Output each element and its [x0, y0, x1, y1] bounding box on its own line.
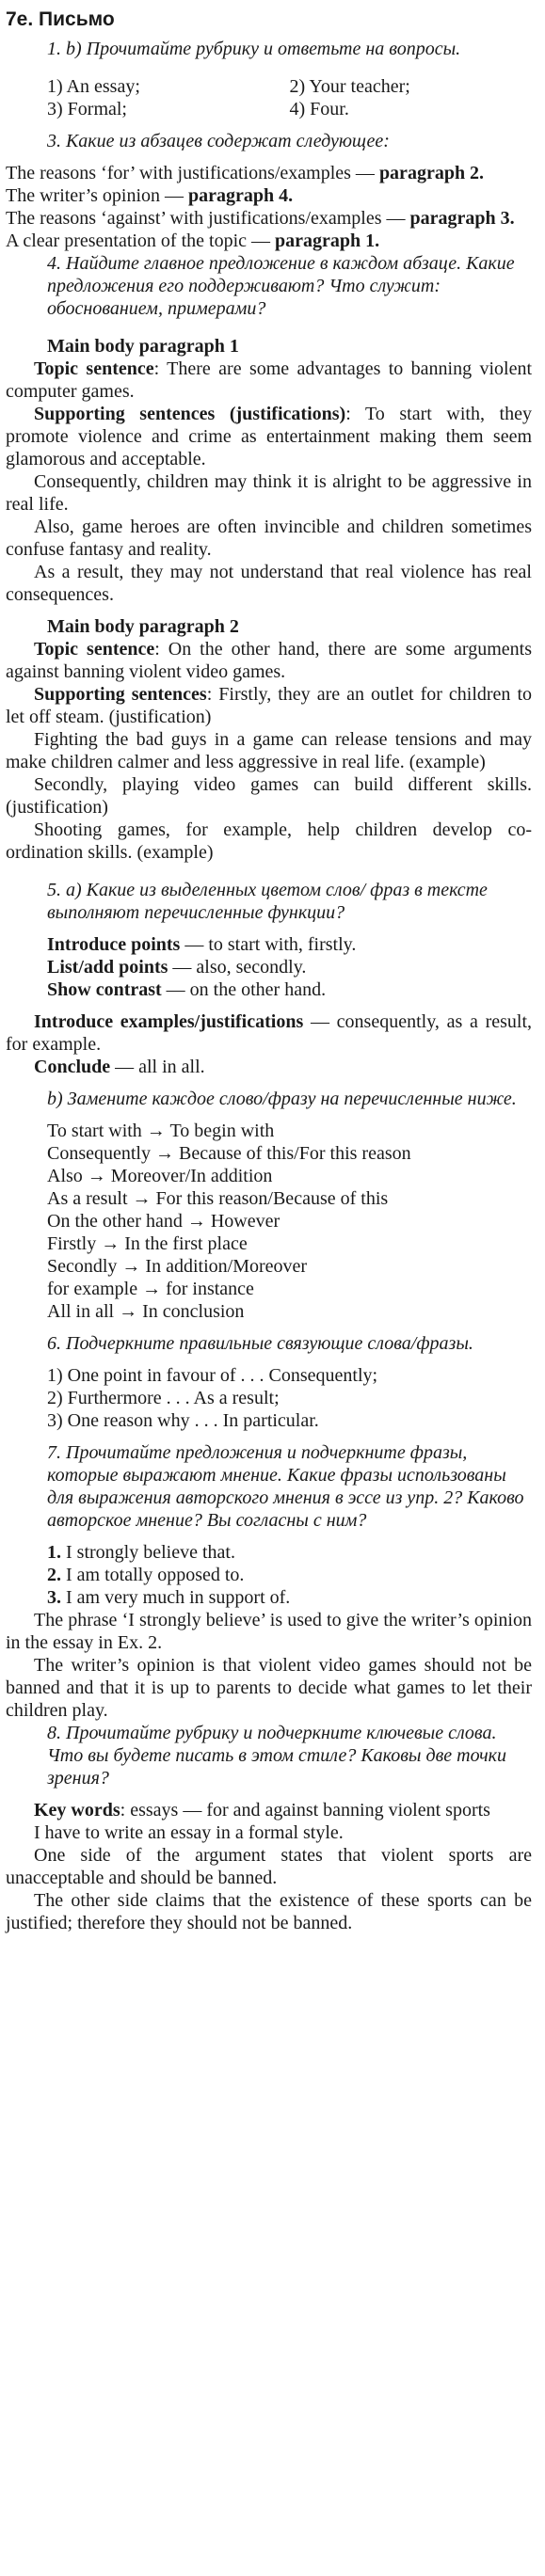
task-5a-examples — [6, 1010, 532, 1056]
task-8-instruction: 8. Прочитайте рубрику и подчеркните ключевые слова. Что вы будете писать в этом стиле? Каковы две точки зрения? — [47, 1723, 506, 1789]
task-6-list — [6, 1364, 532, 1432]
task-6-instruction: 6. Подчеркните правильные связующие слова/фразы. — [47, 1333, 473, 1354]
section-title: 7e. Письмо — [6, 8, 115, 30]
function-label: Introduce points — [47, 934, 181, 955]
replacement-item: On the other hand → However — [47, 1211, 281, 1232]
item-text: The reasons ‘against’ with justifications/examples — — [6, 208, 406, 229]
task-5a-instruction: 5. а) Какие из выделенных цветом слов/ фраз в тексте выполняют перечисленные функции? — [47, 880, 488, 923]
function-words: — on the other hand. — [161, 979, 327, 1000]
item-text: I am very much in support of. — [61, 1587, 291, 1608]
mbp2-support — [6, 683, 532, 728]
function-item — [47, 933, 532, 956]
topic-label: Topic sentence — [34, 358, 154, 379]
task-7-list — [6, 1541, 532, 1609]
function-label: Conclude — [34, 1057, 111, 1077]
function-label: Introduce examples/justifications — [34, 1011, 304, 1032]
function-item — [47, 978, 532, 1001]
task-7-answer-1: The phrase ‘I strongly believe’ is used to give the writer’s opinion in the essay in Ex. 2. — [6, 1610, 532, 1653]
task-3-item — [6, 162, 532, 184]
function-words: — all in all. — [110, 1057, 205, 1077]
support-label: Supporting sentences — [34, 684, 207, 705]
replacement-item: Secondly → In addition/Moreover — [47, 1256, 308, 1277]
replacement-item: for example → for instance — [47, 1279, 254, 1299]
mbp1-heading: Main body paragraph 1 — [47, 336, 239, 357]
key-words-label: Key words — [34, 1800, 120, 1821]
support-label: Supporting sentences (justifications) — [34, 404, 346, 424]
linker-item: 3) One reason why . . . In particular. — [47, 1410, 319, 1431]
topic-label: Topic sentence — [34, 639, 155, 660]
function-item — [47, 956, 532, 978]
answer-3: 3) Formal; — [47, 99, 127, 119]
task-3-item — [6, 184, 532, 207]
item-text: I am totally opposed to. — [61, 1565, 245, 1585]
task-8-answer-2: One side of the argument states that violent sports are unacceptable and should be banned. — [6, 1845, 532, 1888]
replacement-item: To start with → To begin with — [47, 1121, 275, 1141]
mbp2-sentence: Secondly, playing video games can build different skills. (justification) — [6, 774, 532, 818]
item-paragraph: paragraph 4. — [188, 185, 294, 206]
item-number: 1. — [47, 1542, 61, 1563]
linker-item: 2) Furthermore . . . As a result; — [47, 1388, 280, 1408]
task-4-instruction: 4. Найдите главное предложение в каждом абзаце. Какие предложения его поддерживают? Что служит: обоснованием, примерами? — [47, 253, 515, 319]
mbp1-sentence: Consequently, children may think it is alright to be aggressive in real life. — [6, 471, 532, 515]
task-1b-instruction: 1. b) Прочитайте рубрику и ответьте на вопросы. — [47, 39, 461, 59]
mbp2-sentence: Shooting games, for example, help children develop co-ordination skills. (example) — [6, 819, 532, 863]
mbp1-sentence: Also, game heroes are often invincible and children sometimes confuse fantasy and reality. — [6, 517, 532, 560]
mbp2-heading: Main body paragraph 2 — [47, 616, 239, 637]
mbp2-sentence: Fighting the bad guys in a game can release tensions and may make children calmer and less aggressive in real life. (example) — [6, 729, 532, 772]
replacement-item: As a result → For this reason/Because of this — [47, 1188, 389, 1209]
item-number: 3. — [47, 1587, 61, 1608]
replacement-item: Firstly → In the first place — [47, 1233, 248, 1254]
replacement-item: Also → Moreover/In addition — [47, 1166, 273, 1186]
function-label: Show contrast — [47, 979, 162, 1000]
opinion-item — [47, 1541, 532, 1564]
task-7-answer-2: The writer’s opinion is that violent video games should not be banned and that it is up to parents to decide what games to let their children play. — [6, 1655, 532, 1721]
task-5b-list — [6, 1120, 532, 1323]
support-text: : Firstly, they are an outlet for children to let off steam. (justification) — [6, 684, 532, 727]
task-8-answer-1: I have to write an essay in a formal style. — [34, 1822, 344, 1843]
item-text: The writer’s opinion — — [6, 185, 184, 206]
replacement-item: Consequently → Because of this/For this reason — [47, 1143, 411, 1164]
item-paragraph: paragraph 2. — [378, 163, 485, 183]
function-words: — also, secondly. — [168, 957, 307, 978]
answers-1b-row-2 — [6, 98, 532, 120]
task-8-answer-3: The other side claims that the existence of these sports can be justified; therefore they should not be banned. — [6, 1890, 532, 1933]
linker-item: 1) One point in favour of . . . Consequently; — [47, 1365, 378, 1386]
item-paragraph: paragraph 1. — [275, 231, 380, 251]
topic-text: : There are some advantages to banning violent computer games. — [6, 358, 532, 402]
task-7-instruction: 7. Прочитайте предложения и подчеркните фразы, которые выражают мнение. Какие фразы использованы для выражения авторского мнения в эссе из упр. 2? Каково авторское мнение? Вы согласны с ним? — [47, 1442, 524, 1531]
support-text: : To start with, they promote violence and crime as entertainment making them seem glamorous and acceptable. — [6, 404, 532, 469]
mbp1-sentence: As a result, they may not understand that real violence has real consequences. — [6, 562, 532, 605]
task-3-item — [6, 207, 532, 230]
function-label: List/add points — [47, 957, 168, 978]
task-5b-instruction: b) Замените каждое слово/фразу на перечисленные ниже. — [47, 1089, 517, 1109]
topic-text: : On the other hand, there are some arguments against banning violent video games. — [6, 639, 532, 682]
function-words: — consequently, as a result, for example. — [6, 1011, 533, 1055]
mbp1-support — [6, 403, 532, 470]
answers-1b-row-1 — [6, 75, 532, 98]
function-words: — to start with, firstly. — [180, 934, 357, 955]
answer-4: 4) Four. — [289, 99, 349, 119]
mbp1-topic — [6, 358, 532, 403]
item-text: I strongly believe that. — [61, 1542, 235, 1563]
opinion-item — [47, 1564, 532, 1586]
opinion-item — [47, 1586, 532, 1609]
item-text: The reasons ‘for’ with justifications/examples — — [6, 163, 375, 183]
answer-2: 2) Your teacher; — [289, 76, 410, 97]
replacement-item: All in all → In conclusion — [47, 1301, 245, 1322]
task-5a-list — [6, 933, 532, 1001]
task-5a-conclude — [6, 1056, 532, 1078]
task-3-answers — [6, 162, 532, 252]
task-3-item — [6, 230, 532, 252]
item-paragraph: paragraph 3. — [409, 208, 515, 229]
task-3-instruction: 3. Какие из абзацев содержат следующее: — [47, 131, 390, 151]
item-number: 2. — [47, 1565, 61, 1585]
item-text: A clear presentation of the topic — — [6, 231, 271, 251]
task-8-key-words — [6, 1799, 532, 1821]
key-words-text: : essays — for and against banning violent sports — [120, 1800, 490, 1821]
answer-1: 1) An essay; — [47, 76, 140, 97]
mbp2-topic — [6, 638, 532, 683]
